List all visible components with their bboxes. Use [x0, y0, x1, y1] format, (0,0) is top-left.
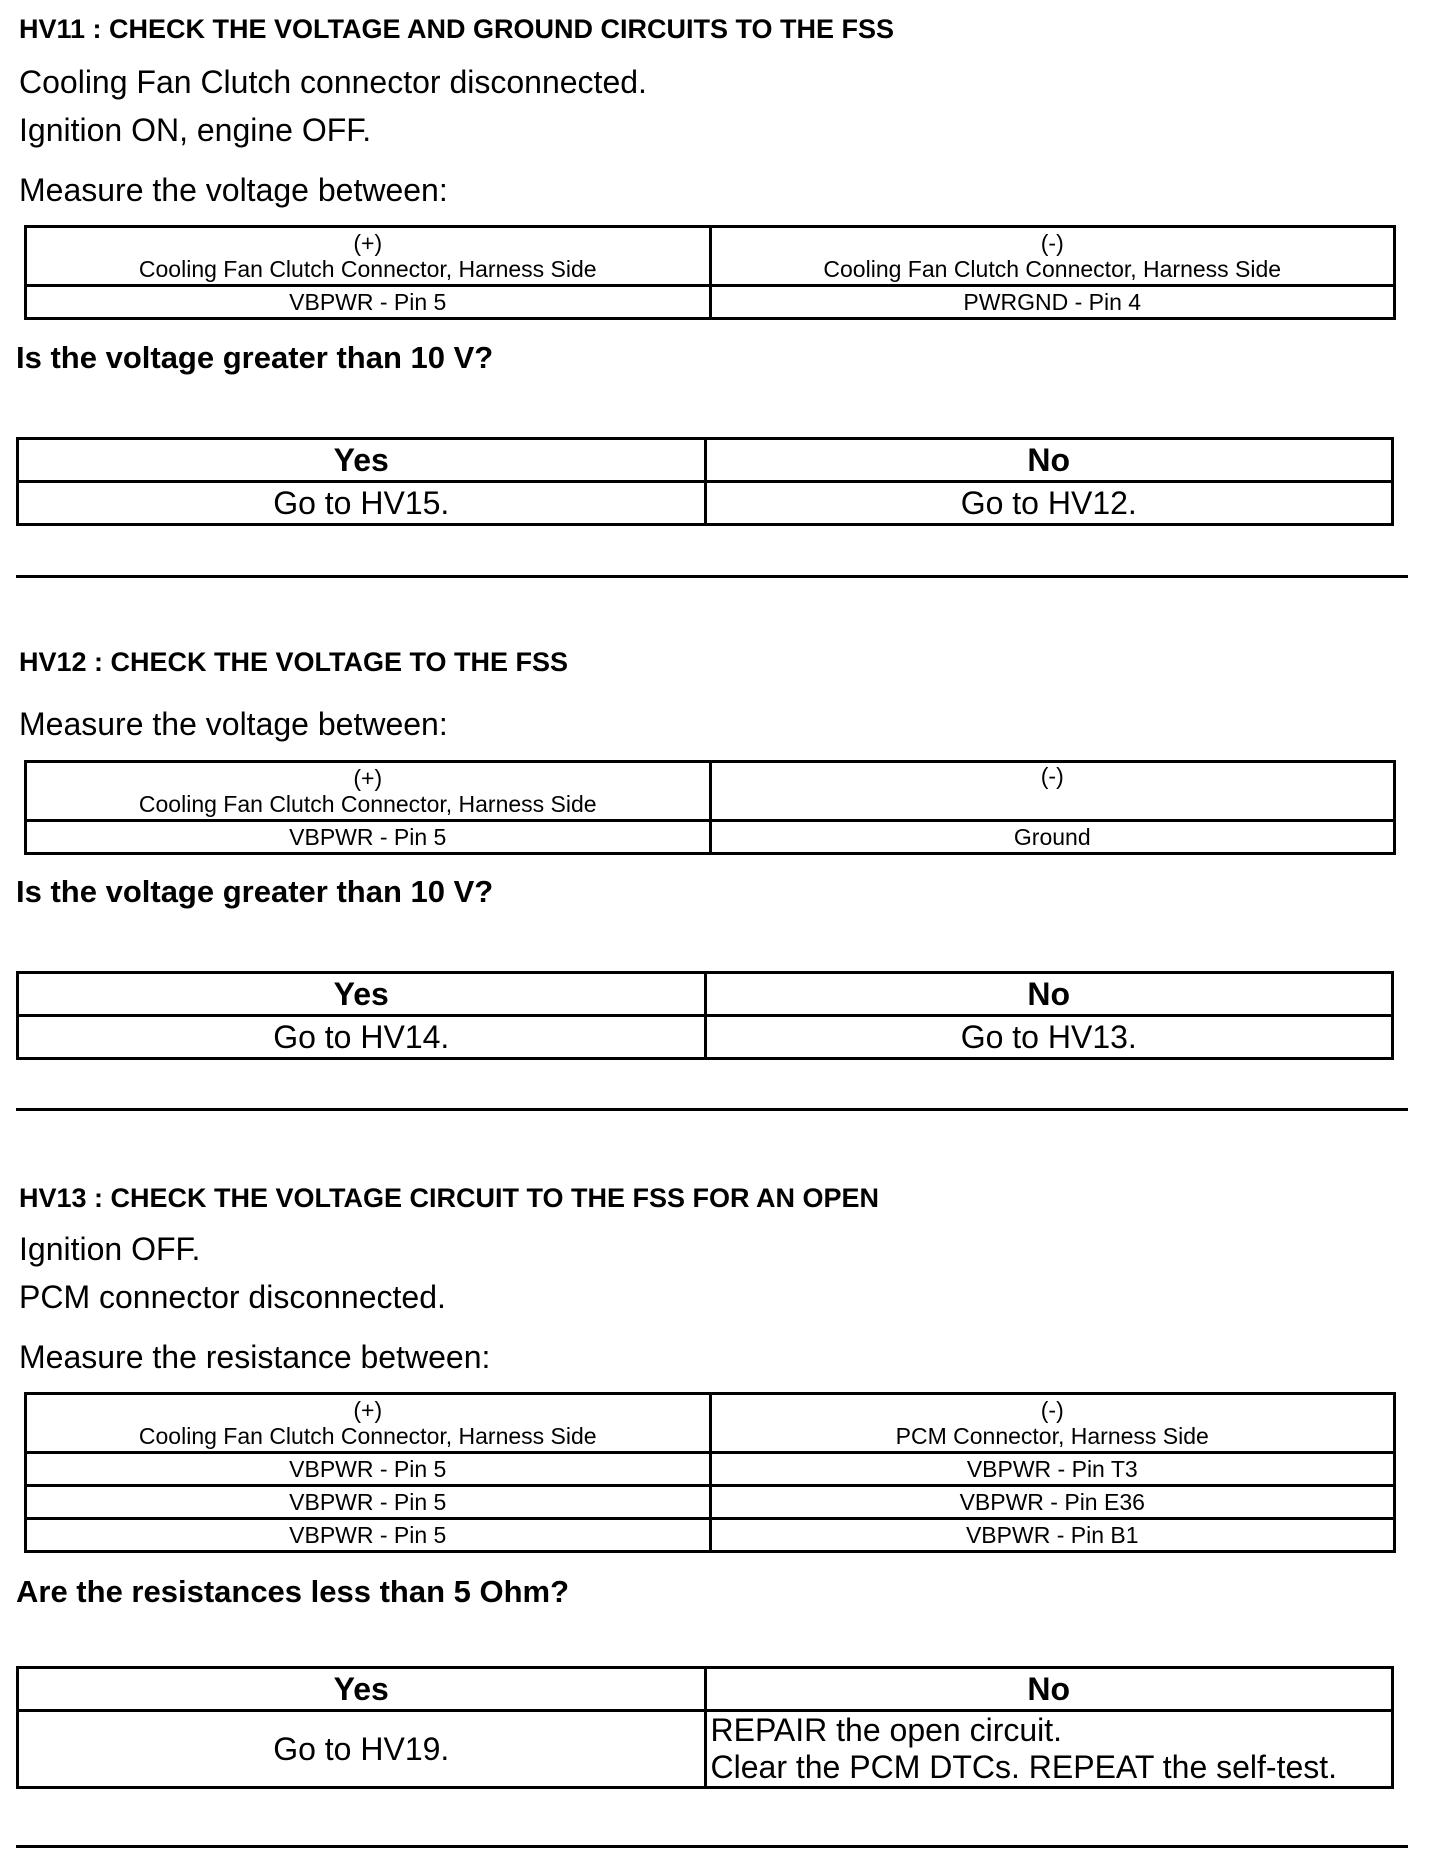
- plus-header-cell: [26, 1394, 711, 1453]
- question: Is the voltage greater than 10 V?: [16, 340, 494, 375]
- plus-label: (+): [353, 764, 383, 791]
- no-answer-line: REPAIR the open circuit.: [710, 1712, 1063, 1749]
- no-header: No: [705, 973, 1393, 1016]
- minus-connector: Cooling Fan Clutch Connector, Harness Side: [823, 256, 1282, 282]
- instruction-line: Measure the voltage between:: [19, 172, 448, 208]
- section-divider: [16, 1845, 1408, 1848]
- plus-header-cell: [26, 227, 711, 286]
- section-heading: HV12 : CHECK THE VOLTAGE TO THE FSS: [19, 647, 569, 677]
- measurement-table: [24, 225, 1396, 320]
- minus-pin-cell: VBPWR - Pin E36: [710, 1486, 1395, 1519]
- plus-pin-cell: VBPWR - Pin 5: [26, 286, 711, 319]
- plus-connector: Cooling Fan Clutch Connector, Harness Side: [138, 1423, 597, 1449]
- plus-pin-cell: VBPWR - Pin 5: [26, 1486, 711, 1519]
- yes-header: Yes: [18, 439, 706, 482]
- no-answer: [705, 1711, 1393, 1788]
- answer-table: [16, 1666, 1394, 1789]
- yes-answer: Go to HV19.: [18, 1711, 706, 1788]
- section-divider: [16, 1108, 1408, 1111]
- instruction-line: Ignition ON, engine OFF.: [19, 112, 372, 148]
- instruction-line: Measure the voltage between:: [19, 706, 448, 742]
- table-row: [26, 821, 1395, 854]
- no-answer-line: Clear the PCM DTCs. REPEAT the self-test.: [710, 1749, 1338, 1785]
- no-answer: Go to HV13.: [705, 1016, 1393, 1059]
- minus-pin-cell: Ground: [710, 821, 1395, 854]
- section-heading: HV13 : CHECK THE VOLTAGE CIRCUIT TO THE FSS FOR AN OPEN: [19, 1183, 880, 1213]
- measurement-table: [24, 1392, 1396, 1553]
- minus-pin-cell: VBPWR - Pin T3: [710, 1453, 1395, 1486]
- table-row: [26, 286, 1395, 319]
- minus-pin-cell: PWRGND - Pin 4: [710, 286, 1395, 319]
- plus-pin-cell: VBPWR - Pin 5: [26, 821, 711, 854]
- minus-header-cell: [710, 227, 1395, 286]
- table-row: [26, 1453, 1395, 1486]
- question: Are the resistances less than 5 Ohm?: [16, 1574, 570, 1609]
- minus-connector: PCM Connector, Harness Side: [895, 1423, 1209, 1449]
- no-header: No: [705, 439, 1393, 482]
- instruction-line: Ignition OFF.: [19, 1231, 201, 1267]
- instruction-line: Measure the resistance between:: [19, 1339, 491, 1375]
- question: Is the voltage greater than 10 V?: [16, 874, 494, 909]
- yes-header: Yes: [18, 1668, 706, 1711]
- plus-label: (+): [353, 229, 383, 256]
- measurement-table: [24, 760, 1396, 855]
- table-row: [26, 1486, 1395, 1519]
- instruction-line: PCM connector disconnected.: [19, 1279, 446, 1315]
- plus-header-cell: [26, 762, 711, 821]
- answer-table: [16, 971, 1394, 1060]
- table-row: [26, 1519, 1395, 1552]
- no-answer: Go to HV12.: [705, 482, 1393, 525]
- answer-table: [16, 437, 1394, 526]
- plus-pin-cell: VBPWR - Pin 5: [26, 1519, 711, 1552]
- minus-label: (-): [1040, 229, 1064, 256]
- section-divider: [16, 575, 1408, 578]
- yes-answer: Go to HV15.: [18, 482, 706, 525]
- section-heading: HV11 : CHECK THE VOLTAGE AND GROUND CIRCUITS TO THE FSS: [19, 14, 895, 44]
- plus-connector: Cooling Fan Clutch Connector, Harness Side: [138, 256, 597, 282]
- minus-header-cell: [710, 1394, 1395, 1453]
- instruction-line: Cooling Fan Clutch connector disconnected.: [19, 64, 647, 100]
- minus-header-cell: [710, 762, 1395, 821]
- minus-pin-cell: VBPWR - Pin B1: [710, 1519, 1395, 1552]
- minus-label: (-): [1040, 1396, 1064, 1423]
- plus-connector: Cooling Fan Clutch Connector, Harness Side: [138, 791, 597, 817]
- minus-label: (-): [1040, 763, 1064, 789]
- yes-header: Yes: [18, 973, 706, 1016]
- plus-label: (+): [353, 1396, 383, 1423]
- plus-pin-cell: VBPWR - Pin 5: [26, 1453, 711, 1486]
- no-header: No: [705, 1668, 1393, 1711]
- yes-answer: Go to HV14.: [18, 1016, 706, 1059]
